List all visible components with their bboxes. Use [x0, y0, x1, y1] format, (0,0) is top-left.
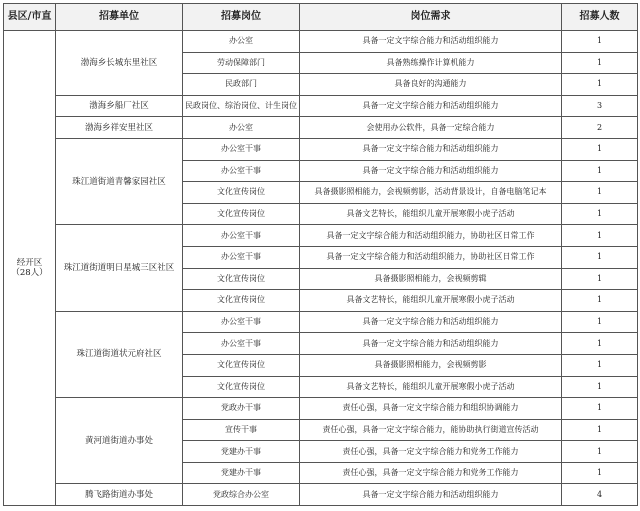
unit-cell: 渤海乡长城东里社区: [56, 31, 183, 96]
requirement-cell: 具备文艺特长，能组织儿童开展寒假小虎子活动: [300, 290, 562, 312]
recruitment-table: [3, 3, 638, 506]
count-cell: 1: [562, 333, 638, 355]
table-row: [4, 311, 638, 333]
requirement-cell: 具备一定文字综合能力和活动组织能力: [300, 484, 562, 506]
post-cell: 办公室: [183, 31, 300, 53]
count-cell: 4: [562, 484, 638, 506]
table-body: [4, 31, 638, 506]
count-cell: 1: [562, 31, 638, 53]
post-cell: 宣传干事: [183, 419, 300, 441]
header-post: 招募岗位: [183, 4, 300, 31]
requirement-cell: 具备熟练操作计算机能力: [300, 52, 562, 74]
area-cell: [4, 31, 56, 506]
post-cell: 文化宣传岗位: [183, 203, 300, 225]
requirement-cell: 具备摄影照相能力，会视频剪辑: [300, 268, 562, 290]
post-cell: 文化宣传岗位: [183, 182, 300, 204]
count-cell: 1: [562, 160, 638, 182]
area-name: 经开区: [16, 258, 43, 269]
area-total: （28人）: [11, 268, 48, 279]
requirement-cell: 具备一定文字综合能力和活动组织能力，协助社区日常工作: [300, 246, 562, 268]
count-cell: 1: [562, 311, 638, 333]
table-row: [4, 484, 638, 506]
post-cell: 党建办干事: [183, 462, 300, 484]
post-cell: 文化宣传岗位: [183, 268, 300, 290]
unit-cell: 渤海乡祥安里社区: [56, 117, 183, 139]
requirement-cell: 会使用办公软件，具备一定综合能力: [300, 117, 562, 139]
count-cell: 1: [562, 354, 638, 376]
requirement-cell: 具备一定文字综合能力和活动组织能力: [300, 138, 562, 160]
post-cell: 民政部门: [183, 74, 300, 96]
header-row: [4, 4, 638, 31]
count-cell: 1: [562, 182, 638, 204]
unit-cell: 珠江道街道明日星城三区社区: [56, 225, 183, 311]
post-cell: 党建办干事: [183, 441, 300, 463]
count-cell: 2: [562, 117, 638, 139]
post-cell: 文化宣传岗位: [183, 376, 300, 398]
requirement-cell: 具备摄影照相能力，会视频剪影，活动背景设计，自备电脑笔记本: [300, 182, 562, 204]
table-row: [4, 398, 638, 420]
count-cell: 1: [562, 290, 638, 312]
requirement-cell: 责任心强，具备一定文字综合能力和党务工作能力: [300, 441, 562, 463]
table-row: [4, 95, 638, 117]
post-cell: 党政办干事: [183, 398, 300, 420]
count-cell: 1: [562, 462, 638, 484]
count-cell: 1: [562, 225, 638, 247]
count-cell: 1: [562, 376, 638, 398]
header-area: 县区/市直: [4, 4, 56, 31]
post-cell: 劳动保障部门: [183, 52, 300, 74]
post-cell: 办公室干事: [183, 138, 300, 160]
unit-cell: 黄河道街道办事处: [56, 398, 183, 484]
count-cell: 1: [562, 138, 638, 160]
post-cell: 文化宣传岗位: [183, 354, 300, 376]
requirement-cell: 责任心强，具备一定文字综合能力，能协助执行街道宣传活动: [300, 419, 562, 441]
requirement-cell: 具备一定文字综合能力和活动组织能力: [300, 333, 562, 355]
post-cell: 办公室干事: [183, 311, 300, 333]
post-cell: 文化宣传岗位: [183, 290, 300, 312]
post-cell: 办公室干事: [183, 160, 300, 182]
table-row: [4, 117, 638, 139]
header-requirement: 岗位需求: [300, 4, 562, 31]
count-cell: 1: [562, 419, 638, 441]
post-cell: 办公室干事: [183, 246, 300, 268]
requirement-cell: 责任心强，具备一定文字综合能力和党务工作能力: [300, 462, 562, 484]
count-cell: 1: [562, 441, 638, 463]
table-row: [4, 138, 638, 160]
post-cell: 办公室: [183, 117, 300, 139]
count-cell: 1: [562, 52, 638, 74]
requirement-cell: 具备一定文字综合能力和活动组织能力，协助社区日常工作: [300, 225, 562, 247]
requirement-cell: 具备文艺特长，能组织儿童开展寒假小虎子活动: [300, 203, 562, 225]
post-cell: 民政岗位、综治岗位、计生岗位: [183, 95, 300, 117]
count-cell: 1: [562, 268, 638, 290]
requirement-cell: 具备摄影照相能力，会视频剪影: [300, 354, 562, 376]
post-cell: 办公室干事: [183, 333, 300, 355]
requirement-cell: 具备一定文字综合能力和活动组织能力: [300, 95, 562, 117]
unit-cell: 珠江道街道状元府社区: [56, 311, 183, 397]
requirement-cell: 具备一定文字综合能力和活动组织能力: [300, 311, 562, 333]
requirement-cell: 具备文艺特长，能组织儿童开展寒假小虎子活动: [300, 376, 562, 398]
unit-cell: 腾飞路街道办事处: [56, 484, 183, 506]
count-cell: 1: [562, 246, 638, 268]
header-unit: 招募单位: [56, 4, 183, 31]
header-count: 招募人数: [562, 4, 638, 31]
unit-cell: 珠江道街道青馨家园社区: [56, 138, 183, 224]
requirement-cell: 具备良好的沟通能力: [300, 74, 562, 96]
table-row: [4, 225, 638, 247]
post-cell: 办公室干事: [183, 225, 300, 247]
unit-cell: 渤海乡船厂社区: [56, 95, 183, 117]
requirement-cell: 责任心强，具备一定文字综合能力和组织协调能力: [300, 398, 562, 420]
count-cell: 1: [562, 74, 638, 96]
count-cell: 1: [562, 203, 638, 225]
requirement-cell: 具备一定文字综合能力和活动组织能力: [300, 31, 562, 53]
post-cell: 党政综合办公室: [183, 484, 300, 506]
count-cell: 1: [562, 398, 638, 420]
count-cell: 3: [562, 95, 638, 117]
requirement-cell: 具备一定文字综合能力和活动组织能力: [300, 160, 562, 182]
table-row: [4, 31, 638, 53]
